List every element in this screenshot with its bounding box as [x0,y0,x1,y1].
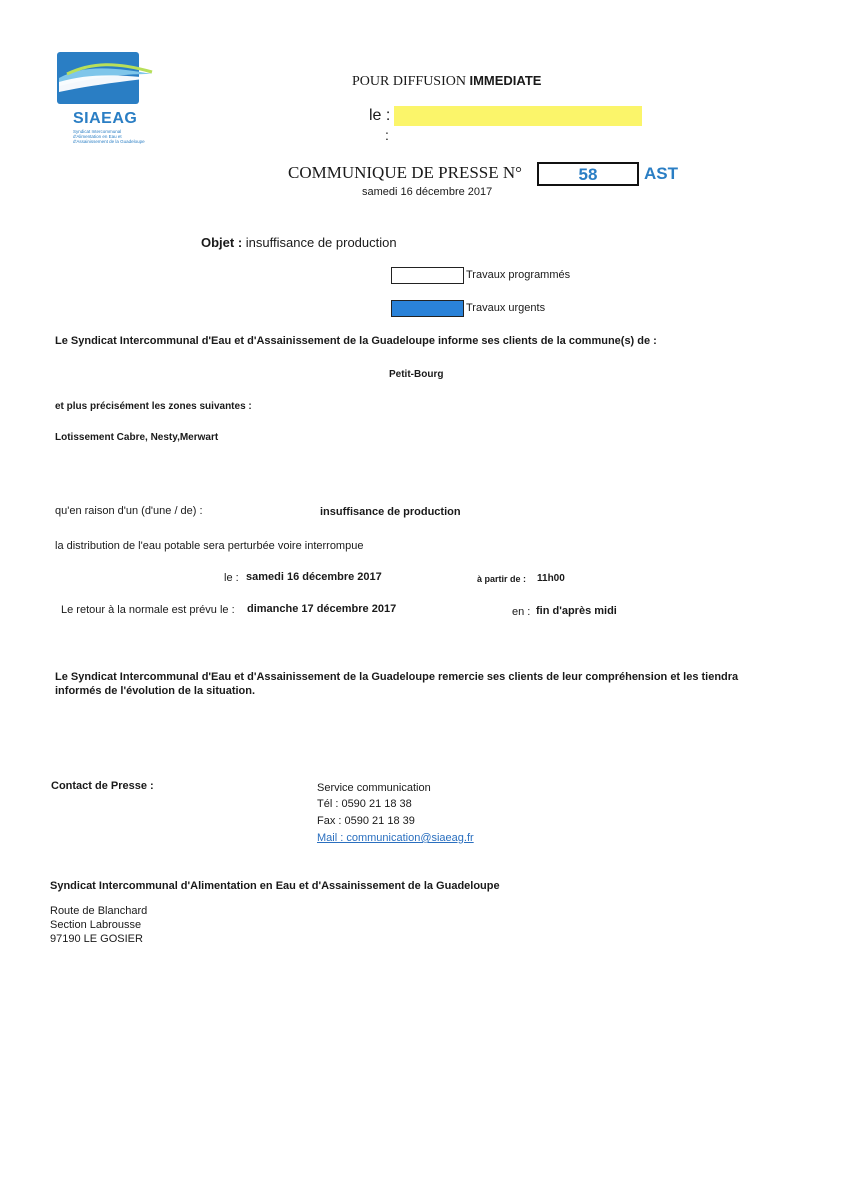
end-date: dimanche 17 décembre 2017 [247,603,397,615]
contact-service: Service communication [317,782,431,794]
reason-value: insuffisance de production [320,506,461,518]
communique-number: 58 [578,165,598,184]
objet-label: Objet : [201,235,243,250]
siaeag-logo [55,52,155,144]
footer-address-3: 97190 LE GOSIER [50,933,143,945]
start-time: 11h00 [537,573,565,584]
le-colon: : [385,127,389,143]
contact-label: Contact de Presse : [51,780,154,792]
contact-tel: Tél : 0590 21 18 38 [317,798,412,810]
intro-text: Le Syndicat Intercommunal d'Eau et d'Assainissement de la Guadeloupe informe ses clients de la commune(s) de : [55,335,657,347]
footer-address-2: Section Labrousse [50,919,142,931]
closing-line-1: Le Syndicat Intercommunal d'Eau et d'Assainissement de la Guadeloupe remercie ses clients de leur compréhension et les tiendra [55,671,739,683]
zones-value: Lotissement Cabre, Nesty,Merwart [55,432,219,443]
contact-mail-link[interactable]: Mail : communication@siaeag.fr [317,832,474,844]
end-label: Le retour à la normale est prévu le : [61,604,235,616]
checkbox-travaux-programmes [391,267,464,284]
objet-line [201,235,397,250]
logo-wave-icon [57,52,139,104]
checkbox-travaux-urgents [391,300,464,317]
footer-address-1: Route de Blanchard [50,905,148,917]
reason-label: qu'en raison d'un (d'une / de) : [55,505,203,517]
start-from-label: à partir de : [477,574,527,584]
end-time: fin d'après midi [536,605,617,617]
contact-fax: Fax : 0590 21 18 39 [317,815,415,827]
communique-suffix: AST [644,164,678,183]
closing-line-2: informés de l'évolution de la situation. [55,685,256,697]
start-date: samedi 16 décembre 2017 [246,571,382,583]
start-label: le : [224,572,239,584]
zones-label: et plus précisément les zones suivantes : [55,401,252,412]
logo-name: SIAEAG [73,110,138,127]
objet-value: insuffisance de production [245,235,397,250]
diffusion-emphasis: IMMEDIATE [469,73,542,88]
label-travaux-programmes: Travaux programmés [466,269,571,281]
label-travaux-urgents: Travaux urgents [466,302,546,314]
logo-tagline: Syndicat Intercommunal d'Alimentation en Eau et d'Assainissement de la Guadeloupe [73,129,145,144]
commune-name: Petit-Bourg [389,369,444,380]
communique-number-box [537,162,639,186]
end-at-label: en : [512,606,531,618]
distribution-text: la distribution de l'eau potable sera perturbée voire interrompue [55,540,364,552]
communique-title: COMMUNIQUE DE PRESSE N° [288,163,522,182]
date-highlight-field [394,106,642,126]
le-label: le : [369,107,391,124]
diffusion-line [352,73,541,90]
communique-date: samedi 16 décembre 2017 [362,186,493,198]
footer-org: Syndicat Intercommunal d'Alimentation en Eau et d'Assainissement de la Guadeloupe [50,880,500,892]
diffusion-prefix: POUR DIFFUSION [352,74,466,89]
